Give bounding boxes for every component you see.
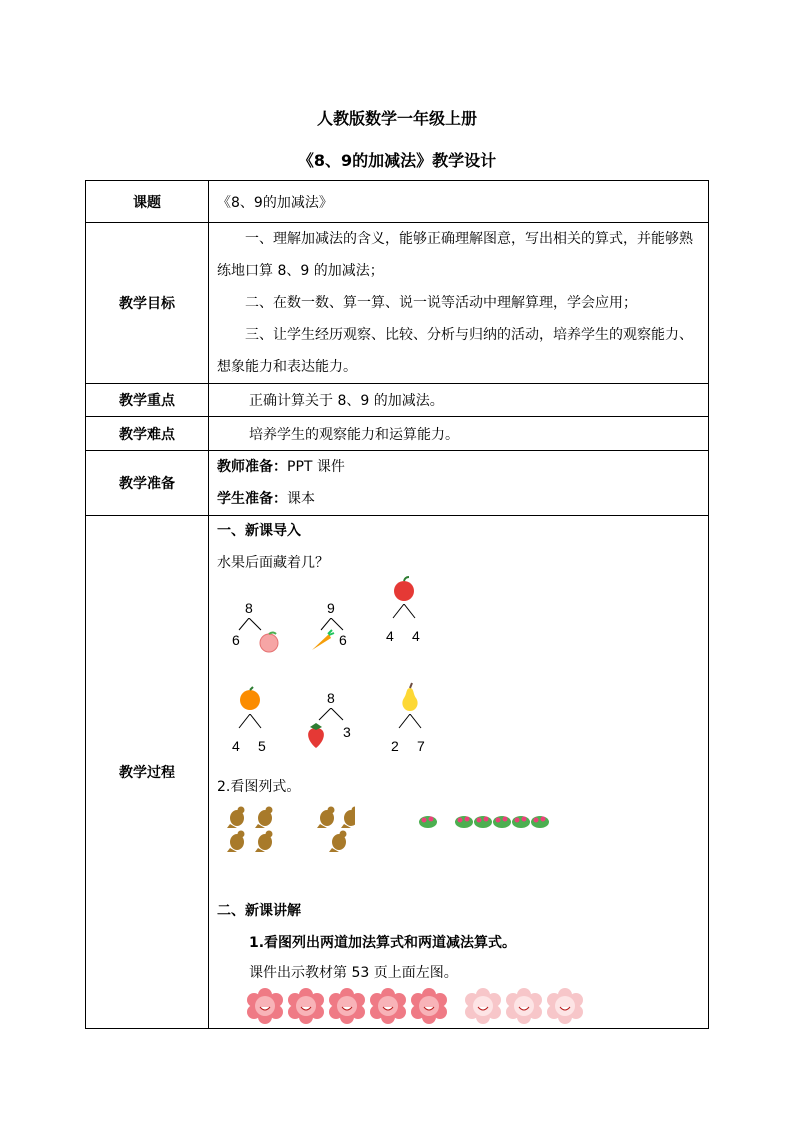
number-tree: 2 7	[387, 682, 447, 766]
topic-label: 课题	[86, 181, 209, 223]
teacher-prep-value: PPT 课件	[287, 459, 345, 475]
row-key-points	[86, 384, 709, 417]
flower-bush-group-icon	[417, 812, 557, 832]
student-prep-value: 课本	[287, 491, 315, 507]
orange-icon	[237, 686, 263, 712]
student-prep-label: 学生准备：	[217, 491, 287, 507]
key-points-label: 教学重点	[86, 384, 209, 417]
difficulties-value: 培养学生的观察能力和运算能力。	[249, 426, 459, 443]
pear-icon	[397, 682, 423, 712]
goals-label: 教学目标	[86, 223, 209, 384]
document-title: 人教版数学一年级上册	[316, 109, 477, 128]
question-hidden-number: 水果后面藏着几？	[217, 555, 329, 571]
row-difficulties	[86, 417, 709, 451]
goal-item: 一、理解加减法的含义，能够正确理解图意，写出相关的算式，并能够熟练地口算 8、9 的加减法；	[217, 231, 693, 279]
row-process	[86, 516, 709, 1029]
row-preparation	[86, 451, 709, 516]
goal-item: 二、在数一数、算一算、说一说等活动中理解算理，学会应用；	[245, 295, 637, 311]
section-intro-heading: 一、新课导入	[217, 523, 301, 539]
difficulties-label: 教学难点	[86, 417, 209, 451]
strawberry-icon	[303, 720, 329, 750]
number-tree: 9 6	[309, 600, 369, 660]
apple-icon	[391, 576, 417, 602]
carrot-icon	[309, 628, 335, 654]
subsection-heading: 1.看图列出两道加法算式和两道减法算式。	[249, 935, 517, 951]
goal-item: 三、让学生经历观察、比较、分析与归纳的活动，培养学生的观察能力、想象能力和表达能力。	[217, 327, 693, 375]
section-new-lesson-heading: 二、新课讲解	[217, 903, 301, 919]
kangaroo-group-icon	[225, 806, 355, 856]
number-tree: 4 5	[227, 686, 287, 770]
topic-value: 《8、9的加减法》	[209, 181, 709, 223]
row-goals	[86, 223, 709, 384]
document-subtitle: 《8、9的加减法》教学设计	[297, 151, 497, 170]
question-see-picture: 2.看图列式。	[217, 779, 301, 795]
preparation-label: 教学准备	[86, 451, 209, 516]
number-tree: 8 6	[227, 600, 287, 660]
key-points-value: 正确计算关于 8、9 的加减法。	[249, 393, 444, 409]
process-label: 教学过程	[86, 516, 209, 1029]
teacher-prep-label: 教师准备：	[217, 459, 287, 475]
process-content	[209, 516, 708, 1028]
peach-icon	[257, 630, 281, 654]
number-tree: 4 4	[379, 576, 439, 660]
subsection-description: 课件出示教材第 53 页上面左图。	[249, 965, 458, 981]
row-topic	[86, 181, 709, 223]
lesson-plan-table	[85, 180, 709, 1029]
number-tree: 8 3	[301, 690, 361, 774]
smiling-flower-row-icon	[247, 988, 587, 1026]
